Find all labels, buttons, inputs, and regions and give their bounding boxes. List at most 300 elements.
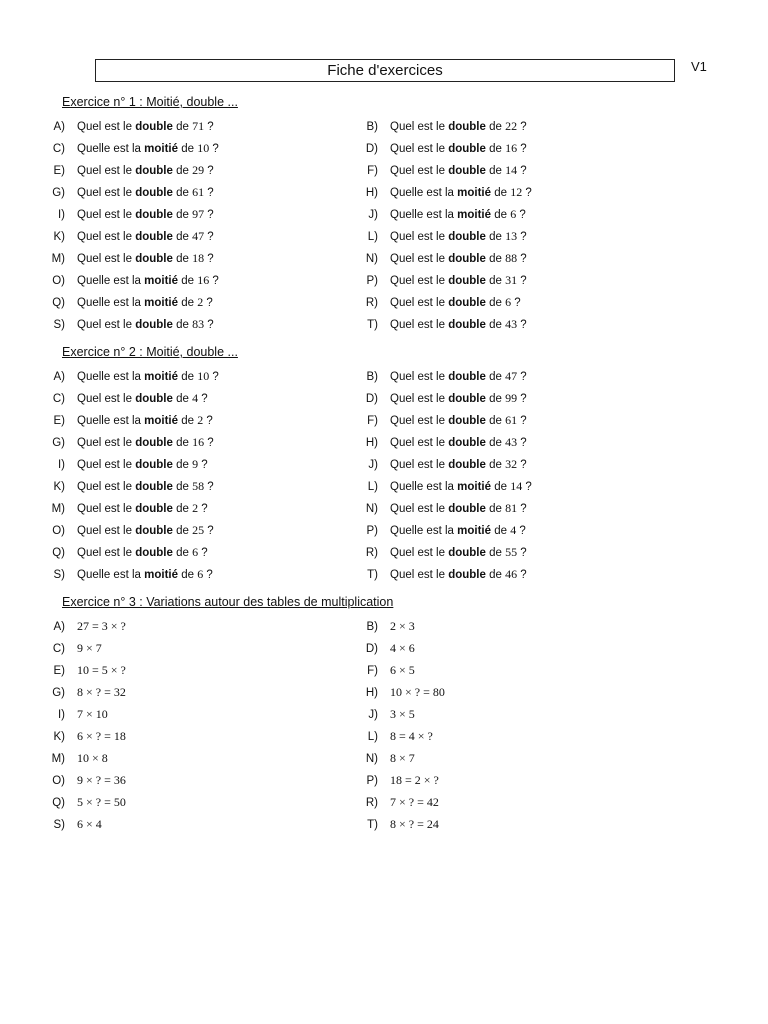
question-number: 97 [192,207,205,221]
question-keyword: double [448,231,486,243]
question-item [313,684,445,706]
question-keyword: double [448,121,486,133]
question-text [390,393,527,405]
question-text [390,775,439,787]
question-item [313,272,527,294]
question-label: H) [365,437,378,449]
question-item [0,140,219,162]
question-text [77,209,214,221]
question-item [0,368,219,390]
question-mark: ? [520,165,527,177]
question-number: 4 [192,391,199,405]
question-text [77,621,126,633]
question-number: 81 [505,501,518,515]
question-item [0,118,214,140]
math-expression: 18 = 2 × ? [390,773,439,787]
math-expression: 6 × ? = 18 [77,729,126,743]
question-item [0,184,214,206]
question-preposition: de [176,437,189,449]
question-text [390,459,527,471]
question-preposition: de [176,231,189,243]
question-item [313,456,527,478]
question-keyword: double [135,121,173,133]
question-number: 14 [510,479,523,493]
question-preposition: de [489,393,502,405]
question-mark: ? [212,143,219,155]
question-item [0,228,214,250]
question-item [0,434,214,456]
question-label: I) [57,709,65,721]
question-row [0,478,768,500]
question-number: 88 [505,251,518,265]
question-prefix: Quel est le [390,437,445,449]
question-preposition: de [489,547,502,559]
question-label: C) [52,143,65,155]
question-keyword: double [448,437,486,449]
question-preposition: de [176,209,189,221]
question-prefix: Quel est le [77,525,132,537]
question-label: K) [53,231,65,243]
question-number: 83 [192,317,205,331]
question-row [0,566,768,588]
question-number: 31 [505,273,518,287]
question-text [77,775,126,787]
math-expression: 3 × 5 [390,707,415,721]
question-row [0,390,768,412]
question-number: 16 [192,435,205,449]
question-item [313,706,415,728]
question-row [0,140,768,162]
question-label: O) [52,275,65,287]
math-expression: 8 × 7 [390,751,415,765]
worksheet-title: Fiche d'exercices [95,59,675,82]
question-keyword: double [135,503,173,515]
question-prefix: Quel est le [390,165,445,177]
question-item [0,522,214,544]
question-prefix: Quel est le [77,437,132,449]
question-item [313,750,415,772]
question-label: R) [365,797,378,809]
question-preposition: de [181,569,195,581]
question-text [77,797,126,809]
question-row [0,772,768,794]
question-preposition: de [489,165,502,177]
question-keyword: double [448,415,486,427]
question-text [390,297,521,309]
question-prefix: Quel est le [390,415,445,427]
question-label: B) [366,121,378,133]
question-item [313,500,527,522]
question-row [0,118,768,140]
question-mark: ? [207,525,214,537]
math-expression: 2 × 3 [390,619,415,633]
question-text [77,819,102,831]
question-mark: ? [207,437,214,449]
question-row [0,272,768,294]
question-item [0,478,214,500]
question-label: J) [368,209,378,221]
question-item [313,368,527,390]
question-label: P) [366,525,378,537]
question-prefix: Quel est le [390,569,445,581]
question-prefix: Quelle est la [77,297,141,309]
question-mark: ? [520,253,527,265]
question-preposition: de [494,525,508,537]
question-mark: ? [514,297,521,309]
question-label: Q) [52,297,65,309]
question-item [313,140,527,162]
math-expression: 7 × 10 [77,707,108,721]
question-mark: ? [520,437,527,449]
question-label: L) [367,231,378,243]
question-keyword: moitié [457,187,492,199]
version-label: V1 [691,59,707,74]
exercise-heading: Exercice n° 3 : Variations autour des tables de multiplication [62,595,394,609]
question-keyword: double [135,459,173,471]
question-number: 43 [505,435,518,449]
question-preposition: de [494,481,508,493]
question-prefix: Quel est le [77,187,132,199]
question-label: D) [365,643,378,655]
exercise-heading: Exercice n° 2 : Moitié, double ... [62,345,238,359]
question-text [77,253,214,265]
question-item [313,434,527,456]
question-text [77,753,108,765]
question-item [313,250,527,272]
question-text [390,371,527,383]
question-prefix: Quel est le [77,503,132,515]
question-text [77,525,214,537]
question-keyword: double [448,143,486,155]
question-mark: ? [520,319,527,331]
question-prefix: Quelle est la [77,143,141,155]
question-text [77,503,208,515]
question-mark: ? [520,371,527,383]
question-mark: ? [212,275,219,287]
math-expression: 8 × ? = 32 [77,685,126,699]
question-text [390,753,415,765]
question-preposition: de [489,459,502,471]
question-preposition: de [176,393,189,405]
question-prefix: Quel est le [77,121,132,133]
question-item [0,390,208,412]
question-text [390,275,527,287]
question-item [0,316,214,338]
question-number: 2 [197,295,204,309]
question-item [313,728,433,750]
question-label: J) [368,709,378,721]
question-item [313,118,527,140]
question-item [0,794,126,816]
question-text [390,187,532,199]
question-prefix: Quel est le [390,393,445,405]
question-label: B) [366,371,378,383]
question-keyword: double [448,275,486,287]
question-keyword: double [135,253,173,265]
question-mark: ? [520,231,527,243]
question-item [0,544,208,566]
question-mark: ? [519,525,526,537]
question-row [0,544,768,566]
exercise-questions [0,618,768,838]
question-row [0,412,768,434]
question-text [77,165,214,177]
question-row [0,684,768,706]
question-mark: ? [520,415,527,427]
question-number: 10 [197,141,210,155]
question-number: 12 [510,185,523,199]
question-keyword: double [448,165,486,177]
question-text [390,709,415,721]
question-item [0,750,108,772]
math-expression: 9 × 7 [77,641,102,655]
question-text [77,569,213,581]
question-mark: ? [520,275,527,287]
question-prefix: Quel est le [390,503,445,515]
question-mark: ? [207,481,214,493]
question-preposition: de [494,209,508,221]
question-mark: ? [201,393,208,405]
question-number: 16 [197,273,210,287]
question-item [313,184,532,206]
question-prefix: Quel est le [390,319,445,331]
question-label: E) [53,415,65,427]
question-preposition: de [176,481,189,493]
question-label: S) [53,819,65,831]
question-item [0,728,126,750]
question-number: 2 [197,413,204,427]
question-preposition: de [176,547,189,559]
question-text [390,665,415,677]
question-label: M) [51,503,65,515]
question-preposition: de [489,569,502,581]
question-row [0,434,768,456]
question-item [0,662,126,684]
question-text [390,525,526,537]
question-text [390,437,527,449]
question-row [0,640,768,662]
question-row [0,250,768,272]
question-item [313,390,527,412]
question-text [390,621,415,633]
question-item [0,162,214,184]
question-text [77,187,214,199]
question-text [390,121,527,133]
question-item [0,206,214,228]
question-keyword: double [135,231,173,243]
question-text [390,143,527,155]
question-item [313,640,415,662]
question-text [77,231,214,243]
question-preposition: de [176,459,189,471]
question-row [0,456,768,478]
question-item [313,544,527,566]
question-preposition: de [489,297,502,309]
question-prefix: Quel est le [390,459,445,471]
math-expression: 10 × 8 [77,751,108,765]
question-item [0,772,126,794]
question-row [0,184,768,206]
question-label: L) [367,481,378,493]
question-row [0,706,768,728]
question-text [77,709,108,721]
question-text [77,393,208,405]
question-item [0,618,126,640]
question-label: F) [367,165,378,177]
question-label: N) [365,753,378,765]
question-keyword: double [448,297,486,309]
question-label: K) [53,731,65,743]
question-preposition: de [181,371,195,383]
question-keyword: double [135,187,173,199]
question-label: I) [57,209,65,221]
question-prefix: Quelle est la [77,415,141,427]
question-mark: ? [207,165,214,177]
question-mark: ? [520,459,527,471]
question-label: K) [53,481,65,493]
question-mark: ? [525,481,532,493]
question-text [390,819,439,831]
question-mark: ? [207,209,214,221]
question-keyword: moitié [144,297,179,309]
question-keyword: moitié [144,275,179,287]
question-item [0,412,213,434]
question-text [77,121,214,133]
exercise-questions [0,368,768,588]
question-label: A) [53,121,65,133]
question-row [0,228,768,250]
question-keyword: double [448,319,486,331]
question-label: S) [53,319,65,331]
question-keyword: moitié [144,415,179,427]
question-item [313,794,439,816]
question-text [77,415,213,427]
question-keyword: double [448,371,486,383]
math-expression: 8 × ? = 24 [390,817,439,831]
question-preposition: de [176,253,189,265]
question-number: 2 [192,501,199,515]
question-prefix: Quel est le [77,547,132,559]
question-mark: ? [207,231,214,243]
question-item [0,456,208,478]
question-keyword: double [448,547,486,559]
math-expression: 27 = 3 × ? [77,619,126,633]
question-text [390,253,527,265]
question-label: H) [365,187,378,199]
question-item [313,478,532,500]
question-text [77,547,208,559]
question-item [313,206,526,228]
question-prefix: Quel est le [390,275,445,287]
question-keyword: moitié [457,209,492,221]
question-text [77,319,214,331]
question-text [77,665,126,677]
question-preposition: de [489,253,502,265]
question-preposition: de [489,437,502,449]
question-text [390,687,445,699]
question-text [390,503,527,515]
question-item [0,294,213,316]
question-number: 46 [505,567,518,581]
question-number: 43 [505,317,518,331]
question-keyword: moitié [144,143,179,155]
question-prefix: Quel est le [77,393,132,405]
question-number: 4 [510,523,517,537]
question-label: J) [368,459,378,471]
question-number: 6 [197,567,204,581]
question-text [390,569,527,581]
question-item [313,816,439,838]
question-label: E) [53,165,65,177]
question-item [313,412,527,434]
question-mark: ? [201,459,208,471]
question-preposition: de [176,121,189,133]
question-preposition: de [494,187,508,199]
question-keyword: moitié [457,481,492,493]
question-row [0,662,768,684]
question-keyword: double [448,569,486,581]
question-text [77,437,214,449]
question-prefix: Quel est le [77,165,132,177]
question-number: 58 [192,479,205,493]
question-number: 61 [505,413,518,427]
math-expression: 6 × 5 [390,663,415,677]
question-label: B) [366,621,378,633]
question-label: L) [367,731,378,743]
question-row [0,206,768,228]
question-item [313,566,527,588]
question-text [77,143,219,155]
question-keyword: double [448,459,486,471]
question-mark: ? [206,415,213,427]
question-text [77,731,126,743]
question-text [390,481,532,493]
question-text [390,731,433,743]
question-preposition: de [489,503,502,515]
question-label: C) [52,393,65,405]
question-text [390,643,415,655]
question-label: P) [366,775,378,787]
question-text [77,371,219,383]
question-label: T) [367,319,378,331]
question-keyword: double [448,253,486,265]
question-label: M) [51,253,65,265]
question-prefix: Quel est le [390,143,445,155]
question-item [313,662,415,684]
question-label: G) [52,187,65,199]
question-number: 99 [505,391,518,405]
question-text [77,687,126,699]
question-prefix: Quel est le [390,121,445,133]
question-item [313,316,527,338]
question-keyword: double [135,319,173,331]
question-label: N) [365,253,378,265]
question-mark: ? [206,297,213,309]
question-label: P) [366,275,378,287]
question-label: R) [365,297,378,309]
question-mark: ? [212,371,219,383]
question-text [77,459,208,471]
question-text [390,415,527,427]
question-number: 47 [192,229,205,243]
question-row [0,162,768,184]
question-mark: ? [520,121,527,133]
question-row [0,618,768,640]
question-item [313,618,415,640]
question-row [0,500,768,522]
question-number: 14 [505,163,518,177]
question-item [313,162,527,184]
